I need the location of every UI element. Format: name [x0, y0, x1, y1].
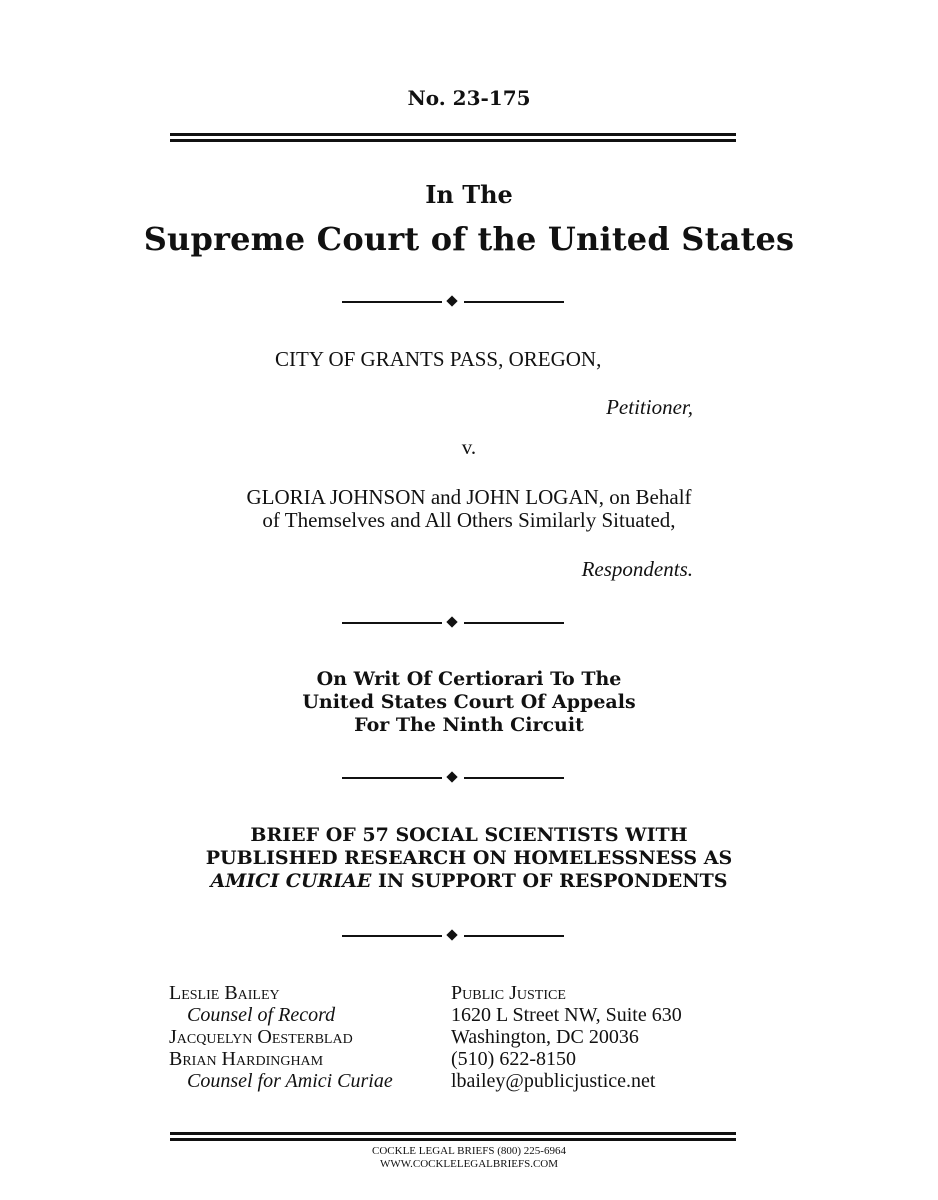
footer-line-1: COCKLE LEGAL BRIEFS (800) 225-6964 [372, 1145, 566, 1157]
section-divider [342, 295, 564, 309]
counsel-name-1: Leslie Bailey [169, 982, 280, 1004]
counsel-email: lbailey@publicjustice.net [451, 1070, 656, 1092]
section-divider [342, 929, 564, 943]
counsel-name-3: Brian Hardingham [169, 1048, 324, 1070]
docket-number: No. 23-175 [407, 86, 531, 110]
writ-line-3: For The Ninth Circuit [354, 714, 584, 736]
in-the-heading: In The [425, 180, 513, 209]
respondent-line-2: of Themselves and All Others Similarly Situated, [262, 508, 676, 532]
brief-title-line-3 [0, 870, 938, 893]
court-name: Supreme Court of the United States [143, 220, 795, 258]
versus: v. [461, 435, 477, 459]
respondent-role: Respondents. [581, 557, 693, 581]
section-divider [342, 771, 564, 785]
petitioner-role: Petitioner, [606, 395, 693, 419]
brief-title-line-3-rest: IN SUPPORT OF RESPONDENTS [371, 870, 728, 892]
counsel-name-2: Jacquelyn Oesterblad [169, 1026, 353, 1048]
header-double-rule [170, 133, 736, 142]
footer-double-rule [170, 1132, 736, 1141]
counsel-org: Public Justice [451, 982, 566, 1004]
counsel-address-1: 1620 L Street NW, Suite 630 [451, 1004, 682, 1026]
counsel-address-2: Washington, DC 20036 [451, 1026, 639, 1048]
petitioner-name: CITY OF GRANTS PASS, OREGON, [275, 347, 602, 371]
footer-line-2: WWW.COCKLELEGALBRIEFS.COM [379, 1158, 559, 1170]
brief-title-line-1: BRIEF OF 57 SOCIAL SCIENTISTS WITH [250, 824, 688, 846]
brief-title-line-2: PUBLISHED RESEARCH ON HOMELESSNESS AS [205, 847, 733, 869]
counsel-left-block [169, 982, 444, 1092]
section-divider [342, 616, 564, 630]
writ-line-1: On Writ Of Certiorari To The [316, 668, 622, 690]
counsel-phone: (510) 622-8150 [451, 1048, 576, 1070]
counsel-right-block [451, 982, 751, 1092]
amici-curiae-italic: AMICI CURIAE [210, 870, 372, 892]
counsel-role-2: Counsel for Amici Curiae [187, 1070, 393, 1092]
respondent-line-1: GLORIA JOHNSON and JOHN LOGAN, on Behalf [246, 485, 692, 509]
counsel-role-1: Counsel of Record [187, 1004, 336, 1026]
writ-line-2: United States Court Of Appeals [302, 691, 636, 713]
